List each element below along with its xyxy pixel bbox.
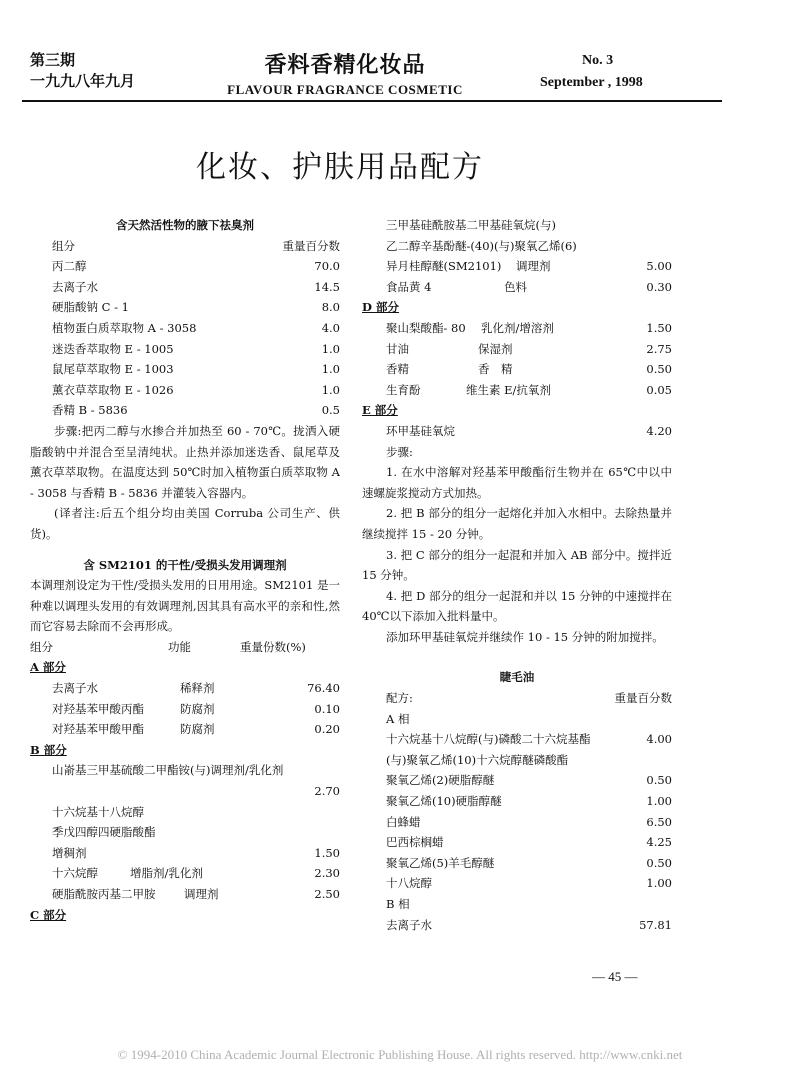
ingredient-name: 去离子水	[52, 681, 98, 696]
procedure-step: 4. 把 D 部分的组分一起混和并以 15 分钟的中速搅拌在 40℃以下添加入批料量中。	[362, 588, 672, 624]
left-column	[30, 215, 340, 925]
procedure-step: 添加环甲基硅氧烷并继续作 10 - 15 分钟的附加搅拌。	[386, 629, 664, 644]
ingredient-row	[30, 256, 340, 277]
ingredient-value: 2.50	[314, 887, 340, 901]
ingredient-row	[362, 770, 672, 791]
ingredient-name: 甘油	[386, 341, 409, 356]
formula-heading: 睫毛油	[499, 670, 535, 685]
ingredient-name: 食品黄 4	[386, 279, 432, 294]
section-e-label: E 部分	[362, 403, 398, 418]
ingredient-row	[30, 699, 340, 720]
col-name-header: 组分	[30, 639, 53, 654]
ingredient-name: 薰衣草萃取物 E - 1026	[52, 382, 174, 397]
table-header	[30, 236, 340, 257]
ingredient-row	[362, 359, 672, 380]
ingredient-name: 环甲基硅氧烷	[386, 423, 455, 438]
col-function-header: 功能	[168, 639, 191, 654]
ingredient-value: 1.00	[646, 876, 672, 891]
ingredient-name: 香精 B - 5836	[52, 403, 128, 418]
ingredient-value: 4.00	[646, 732, 672, 747]
ingredient-row	[30, 884, 340, 905]
issue-date-en: September , 1998	[540, 75, 643, 90]
ingredient-row	[30, 400, 340, 421]
ingredient-row	[362, 853, 672, 874]
phase-a-label: A 相	[386, 711, 410, 726]
ingredient-value: 4.25	[646, 835, 672, 850]
ingredient-name: 鼠尾草萃取物 E - 1003	[52, 362, 174, 377]
ingredient-row	[362, 380, 672, 401]
ingredient-name: 去离子水	[386, 917, 432, 932]
ingredient-row	[362, 832, 672, 853]
ingredient-function: 保湿剂	[478, 341, 513, 356]
ingredient-row	[362, 873, 672, 894]
ingredient-name: (与)聚氧乙烯(10)十六烷醇醚磷酸酯	[386, 752, 569, 767]
ingredient-name: 硬脂酰胺丙基二甲胺	[52, 887, 156, 901]
ingredient-value: 0.5	[321, 403, 340, 418]
ingredient-function: 增脂剂/乳化剂	[130, 866, 203, 881]
ingredient-row	[30, 843, 340, 864]
ingredient-function: 调理剂	[184, 887, 219, 901]
ingredient-row	[30, 781, 340, 802]
issue-info-en	[540, 50, 643, 94]
ingredient-value: 8.0	[321, 300, 340, 315]
ingredient-name: 异月桂醇醚(SM2101)	[386, 259, 502, 274]
ingredient-value: 0.50	[646, 773, 672, 788]
ingredient-name: 白蜂蜡	[386, 814, 421, 829]
ingredient-value: 0.50	[646, 855, 672, 870]
ingredient-value: 5.00	[646, 259, 672, 274]
ingredient-row	[362, 729, 672, 750]
ingredient-name: 聚氧乙烯(5)羊毛醇醚	[386, 855, 495, 870]
journal-name-en: FLAVOUR FRAGRANCE COSMETIC	[227, 82, 463, 97]
ingredient-name: 增稠剂	[52, 845, 87, 860]
ingredient-value: 4.0	[321, 320, 340, 335]
ingredient-row	[362, 318, 672, 339]
article-title: 化妆、护肤用品配方	[196, 150, 484, 185]
ingredient-row	[362, 421, 672, 442]
ingredient-value: 0.30	[646, 279, 672, 294]
ingredient-function: 稀释剂	[180, 681, 215, 696]
issue-date-cn: 一九九八年九月	[30, 72, 136, 90]
ingredient-row	[362, 812, 672, 833]
procedure-step: 1. 在水中溶解对羟基苯甲酸酯衍生物并在 65℃中以中速螺旋浆搅动方式加热。	[362, 465, 672, 500]
col-value-header: 重量百分数	[614, 691, 672, 706]
col-name-header: 组分	[52, 238, 75, 253]
ingredient-value: 1.00	[646, 794, 672, 809]
ingredient-name: 山嵛基三甲基硫酸二甲酯铵(与)调理剂/乳化剂	[52, 763, 284, 778]
formula-heading: 含天然活性物的腋下祛臭剂	[116, 218, 254, 232]
ingredient-name: 对羟基苯甲酸甲酯	[52, 722, 144, 737]
ingredient-row	[30, 339, 340, 360]
ingredient-row	[30, 678, 340, 699]
ingredient-row	[362, 256, 672, 277]
ingredient-row	[30, 277, 340, 298]
ingredient-name: 巴西棕榈蜡	[386, 835, 444, 850]
ingredient-value: 1.0	[321, 382, 340, 397]
ingredient-value: 1.0	[321, 362, 340, 377]
journal-header	[0, 0, 800, 110]
formula-heading: 含 SM2101 的干性/受损头发用调理剂	[83, 557, 287, 572]
ingredient-value: 2.30	[314, 866, 340, 881]
issue-number-en: No. 3	[582, 53, 614, 68]
ingredient-name: 对羟基苯甲酸丙酯	[52, 701, 144, 716]
ingredient-value: 6.50	[646, 814, 672, 829]
procedure-step: 2. 把 B 部分的组分一起熔化并加入水相中。去除热量并继续搅拌 15 - 20 分钟。	[362, 506, 672, 541]
ingredient-name: 聚氧乙烯(2)硬脂醇醚	[386, 773, 495, 788]
ingredient-function: 防腐剂	[180, 722, 215, 737]
ingredient-name: 聚氧乙烯(10)硬脂醇醚	[386, 794, 502, 809]
ingredient-value: 2.75	[646, 341, 672, 356]
ingredient-name: 聚山梨酸酯- 80	[386, 320, 466, 335]
section-c-label: C 部分	[30, 907, 67, 922]
ingredient-value: 1.50	[646, 320, 672, 335]
ingredient-value: 0.10	[314, 701, 340, 716]
ingredient-name: 生育酚	[386, 382, 421, 397]
issue-info-cn	[30, 50, 135, 92]
col-value-header: 重量份数(%)	[240, 639, 306, 654]
section-a-label: A 部分	[30, 660, 66, 675]
ingredient-row	[30, 719, 340, 740]
ingredient-value: 14.5	[314, 279, 340, 294]
journal-name-cn: 香料香精化妆品	[264, 52, 426, 78]
procedure-paragraph: 步骤:把丙二醇与水掺合并加热至 60 - 70℃。拢洒入硬脂酸钠中并混合至呈清纯状。止热并添加迷迭香、鼠尾草及薰衣草萃取物。在温度达到 50℃时加入植物蛋白质萃取物 A - 3058 与香精 B - 5836 并灌装入容器内。	[30, 423, 340, 500]
ingredient-row	[30, 318, 340, 339]
issue-number-cn: 第三期	[30, 51, 76, 69]
page-number: — 45 —	[592, 969, 638, 984]
ingredient-value: 70.0	[314, 259, 340, 274]
ingredient-value: 76.40	[307, 681, 340, 696]
ingredient-function: 防腐剂	[180, 701, 215, 716]
ingredient-row	[30, 380, 340, 401]
ingredient-name: 十六烷醇	[52, 866, 98, 881]
section-b-label: B 部分	[30, 742, 67, 757]
ingredient-row	[362, 791, 672, 812]
ingredient-name: 十八烷醇	[386, 876, 432, 891]
journal-name	[205, 48, 485, 98]
ingredient-row	[30, 297, 340, 318]
ingredient-name: 丙二醇	[52, 259, 87, 274]
ingredient-name: 植物蛋白质萃取物 A - 3058	[52, 320, 197, 335]
ingredient-name: 去离子水	[52, 279, 98, 294]
translator-note: (译者注:后五个组分均由美国 Corruba 公司生产、供货)。	[30, 506, 340, 541]
ingredient-value: 1.0	[321, 341, 340, 356]
ingredient-value: 2.70	[314, 784, 340, 799]
ingredient-value: 4.20	[646, 423, 672, 438]
header-rule	[22, 100, 722, 102]
ingredient-name: 三甲基硅酰胺基二甲基硅氧烷(与)	[386, 218, 556, 232]
ingredient-name: 十六烷基十八烷醇(与)磷酸二十六烷基酯	[386, 732, 591, 747]
ingredient-name: 乙二醇辛基酚醚-(40)(与)聚氧乙烯(6)	[386, 238, 577, 253]
ingredient-row	[362, 915, 672, 936]
col-name-header: 配方:	[386, 691, 413, 706]
procedure-step: 3. 把 C 部分的组分一起混和并加入 AB 部分中。搅拌近 15 分钟。	[362, 547, 672, 583]
ingredient-function: 色料	[504, 279, 527, 294]
ingredient-function: 乳化剂/增溶剂	[481, 320, 554, 335]
ingredient-row	[30, 863, 340, 884]
right-column	[362, 215, 672, 935]
ingredient-value: 0.20	[314, 722, 340, 737]
ingredient-value: 0.50	[646, 362, 672, 377]
ingredient-value: 0.05	[646, 382, 672, 397]
col-value-header: 重量百分数	[282, 238, 340, 253]
ingredient-name: 香精	[386, 362, 409, 377]
table-header	[362, 688, 672, 709]
ingredient-name: 硬脂酸钠 C - 1	[52, 300, 129, 315]
steps-label: 步骤:	[386, 444, 413, 459]
section-d-label: D 部分	[362, 300, 399, 315]
ingredient-row	[30, 359, 340, 380]
ingredient-row	[362, 277, 672, 298]
ingredient-function: 香 精	[478, 362, 513, 377]
copyright-footer: © 1994-2010 China Academic Journal Electronic Publishing House. All rights reserved. http://www.cnki.net	[117, 1047, 683, 1062]
ingredient-function: 维生素 E/抗氧剂	[466, 382, 551, 397]
ingredient-name: 十六烷基十八烷醇	[52, 804, 144, 819]
phase-b-label: B 相	[386, 897, 410, 911]
ingredient-row	[362, 339, 672, 360]
ingredient-value: 1.50	[314, 845, 340, 860]
formula-intro: 本调理剂设定为干性/受损头发用的日用用途。SM2101 是一种难以调理头发用的有效调理剂,因其具有高水平的亲和性,然而它容易去除而不会再形成。	[30, 578, 340, 634]
table-header	[30, 637, 340, 658]
ingredient-function: 调理剂	[516, 259, 551, 274]
ingredient-name: 季戊四醇四硬脂酸酯	[52, 825, 156, 840]
ingredient-value: 57.81	[639, 917, 672, 932]
ingredient-name: 迷迭香萃取物 E - 1005	[52, 341, 174, 356]
